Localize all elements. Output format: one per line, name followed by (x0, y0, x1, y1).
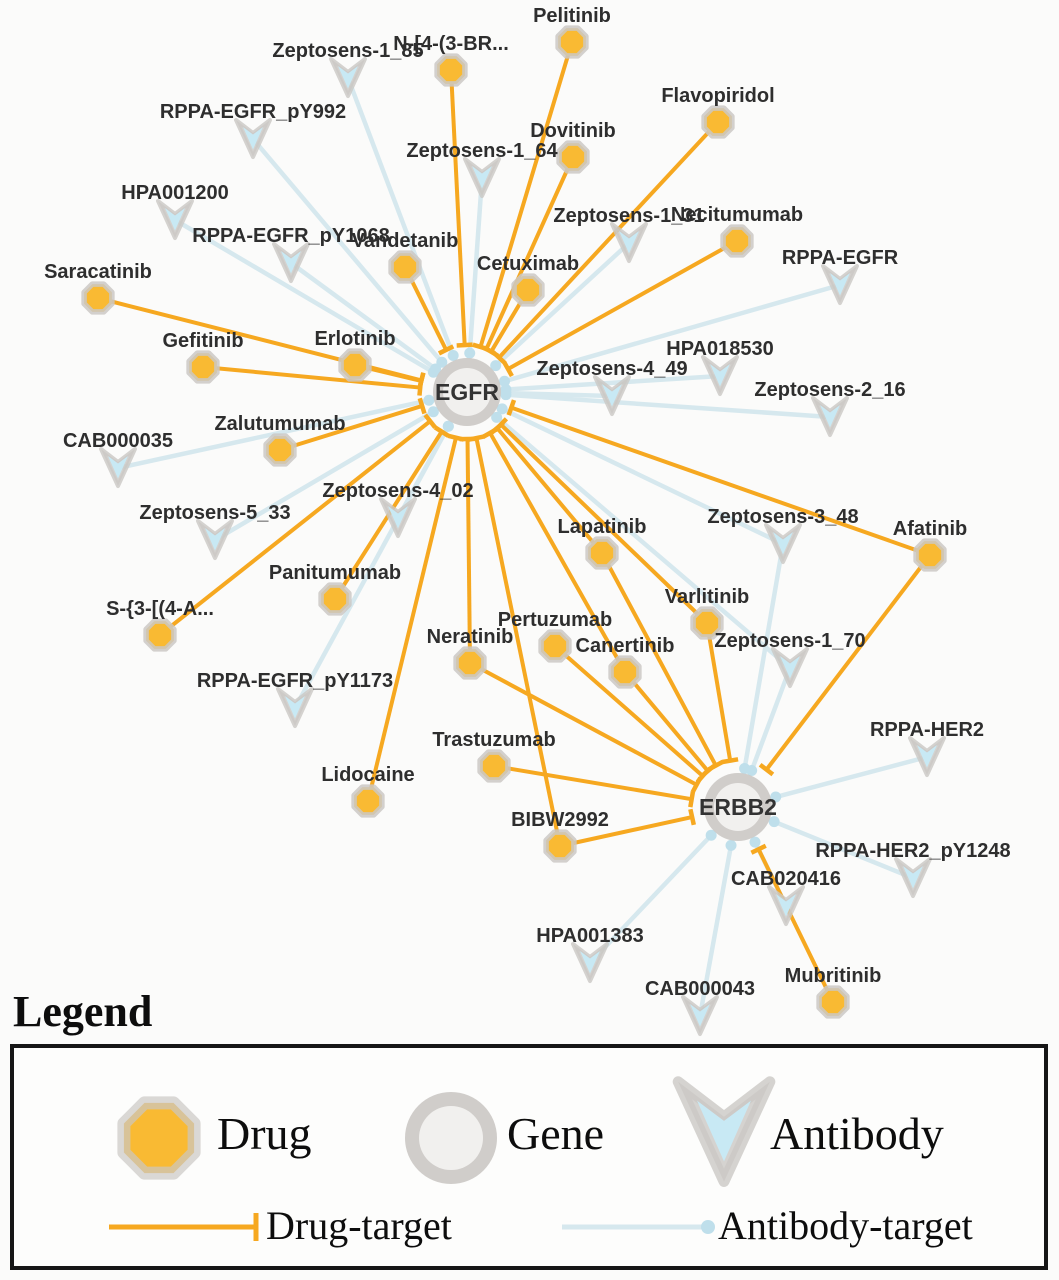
antibody-node-zeptosens-4-02[interactable] (322, 480, 473, 536)
antibody-chevron (331, 59, 365, 96)
antibody-node-rppa-egfr-py1173[interactable] (197, 670, 393, 726)
edge-endpoint-tee (690, 809, 693, 825)
antibody-label-rppa-egfr: RPPA-EGFR (781, 247, 899, 269)
antibody-label-zeptosens-3-48: Zeptosens-3_48 (707, 506, 859, 528)
drug-octagon (704, 108, 732, 136)
antibody-chevron (158, 201, 192, 238)
drug-label-s3-4a: S-{3-[(4-A... (106, 598, 214, 620)
drug-octagon (391, 253, 419, 281)
edge-drug-trastuzumab-erbb2 (494, 766, 692, 799)
drug-octagon (546, 832, 574, 860)
drug-octagon (514, 276, 542, 304)
antibody-node-hpa001383[interactable] (536, 925, 643, 981)
antibody-node-rppa-egfr-py1068[interactable] (192, 225, 389, 281)
antibody-label-zeptosens-5-33: Zeptosens-5_33 (139, 502, 291, 524)
antibody-chevron (198, 521, 232, 558)
antibody-legend-icon (664, 1073, 784, 1193)
drug-label-cetuximab: Cetuximab (476, 253, 580, 275)
antibody-target-legend-dot (701, 1220, 715, 1234)
edge-endpoint-tee (419, 373, 423, 389)
antibody-node-rppa-her2-py1248[interactable] (815, 840, 1010, 896)
antibody-chevron (823, 266, 857, 303)
drug-label-mubritinib: Mubritinib (784, 965, 882, 987)
drug-octagon (541, 632, 569, 660)
drug-label-varlitinib: Varlitinib (664, 586, 750, 608)
drug-node-flavopiridol[interactable] (661, 85, 774, 136)
drug-octagon (916, 541, 944, 569)
edge-endpoint-dot (746, 765, 757, 776)
antibody-label-zeptosens-1-31: Zeptosens-1_31 (553, 205, 705, 227)
antibody-label-rppa-her2: RPPA-HER2 (869, 719, 985, 741)
antibody-node-zeptosens-2-16[interactable] (754, 379, 905, 435)
antibody-target-legend-line (557, 1206, 732, 1248)
drug-node-cetuximab[interactable] (477, 253, 579, 304)
drug-label-neratinib: Neratinib (426, 626, 514, 648)
drug-node-neratinib[interactable] (427, 626, 514, 677)
antibody-chevron (573, 944, 607, 981)
drug-node-bibw2992[interactable] (511, 809, 609, 860)
antibody-label-rppa-her2-py1248: RPPA-HER2_pY1248 (815, 840, 1011, 862)
antibody-label-rppa-egfr-py1173: RPPA-EGFR_pY1173 (196, 670, 394, 692)
antibody-label-zeptosens-2-16: Zeptosens-2_16 (754, 379, 906, 401)
drug-label-flavopiridol: Flavopiridol (661, 85, 775, 107)
antibody-node-cab020416[interactable] (731, 868, 841, 924)
drug-node-gefitinib[interactable] (162, 330, 243, 381)
drug-node-afatinib[interactable] (893, 518, 967, 569)
antibody-label-cab000043: CAB000043 (644, 978, 756, 1000)
drug-label-trastuzumab: Trastuzumab (432, 729, 556, 751)
drug-octagon (559, 143, 587, 171)
antibody-label-hpa001383: HPA001383 (536, 925, 644, 947)
drug-node-lapatinib[interactable] (558, 516, 647, 567)
drug-node-lidocaine[interactable] (321, 764, 414, 815)
legend-box (10, 1044, 1048, 1270)
drug-octagon (354, 787, 382, 815)
edge-antibody-rppa-her2-erbb2 (776, 757, 927, 797)
drug-octagon (321, 585, 349, 613)
edge-endpoint-dot (423, 395, 434, 406)
edge-endpoint-tee (722, 759, 738, 762)
antibody-chevron (465, 159, 499, 196)
drug-node-mubritinib[interactable] (785, 965, 882, 1016)
drug-label-canertinib: Canertinib (575, 635, 675, 657)
drug-label-gefitinib: Gefitinib (162, 330, 244, 352)
drug-octagon (456, 649, 484, 677)
drug-octagon (611, 658, 639, 686)
legend-label-gene: Gene (507, 1108, 605, 1159)
antibody-chevron (896, 859, 930, 896)
antibody-chevron (278, 689, 312, 726)
gene-node-egfr[interactable] (433, 358, 501, 426)
antibody-label-hpa001200: HPA001200 (121, 182, 229, 204)
drug-octagon (723, 227, 751, 255)
drug-octagon (437, 56, 465, 84)
drug-label-zalutumumab: Zalutumumab (214, 413, 346, 435)
drug-label-panitumumab: Panitumumab (268, 562, 402, 584)
antibody-label-zeptosens-1-64: Zeptosens-1_64 (406, 140, 558, 162)
drug-label-pertuzumab: Pertuzumab (497, 609, 613, 631)
drug-label-afatinib: Afatinib (892, 518, 968, 540)
drug-label-bibw2992: BIBW2992 (511, 809, 609, 831)
antibody-node-rppa-egfr-py992[interactable] (160, 101, 346, 157)
legend-title: Legend (13, 987, 153, 1036)
drug-octagon (146, 621, 174, 649)
drug-legend-icon (99, 1076, 219, 1196)
drug-node-s3-4a[interactable] (106, 598, 214, 649)
drug-label-necitumumab: Necitumumab (670, 204, 804, 226)
drug-octagon (558, 28, 586, 56)
drug-node-zalutumumab[interactable] (214, 413, 345, 464)
antibody-label-hpa018530: HPA018530 (666, 338, 774, 360)
antibody-label-cab020416: CAB020416 (730, 868, 842, 890)
drug-label-pelitinib: Pelitinib (533, 5, 611, 27)
antibody-chevron (683, 997, 717, 1034)
edge-drug-canertinib-erbb2 (625, 672, 708, 771)
legend-label-antibody-target: Antibody-target (718, 1203, 973, 1248)
drug-octagon (588, 539, 616, 567)
drug-label-vandetanib: Vandetanib (351, 230, 459, 252)
antibody-node-zeptosens-1-85[interactable] (272, 40, 423, 96)
antibody-chevron (678, 1082, 770, 1182)
gene-label-erbb2: ERBB2 (699, 794, 777, 820)
antibody-node-zeptosens-1-70[interactable] (714, 630, 865, 686)
antibody-label-rppa-egfr-py1068: RPPA-EGFR_pY1068 (192, 225, 390, 247)
drug-label-dovitinib: Dovitinib (530, 120, 616, 142)
drug-label-lapatinib: Lapatinib (557, 516, 647, 538)
drug-octagon (189, 353, 217, 381)
drug-legend-octagon (124, 1103, 194, 1173)
gene-inner (419, 1106, 483, 1170)
drug-node-pelitinib[interactable] (533, 5, 611, 56)
antibody-chevron (766, 525, 800, 562)
edge-endpoint-dot (726, 840, 737, 851)
drug-label-n4-3br: N-[4-(3-BR... (393, 33, 509, 55)
edge-endpoint-dot (500, 389, 511, 400)
gene-legend-icon (391, 1076, 511, 1196)
drug-octagon (819, 988, 847, 1016)
legend-label-drug-target: Drug-target (266, 1203, 452, 1248)
antibody-label-rppa-egfr-py992: RPPA-EGFR_pY992 (159, 101, 347, 123)
antibody-label-zeptosens-4-49: Zeptosens-4_49 (536, 358, 688, 380)
antibody-chevron (910, 738, 944, 775)
drug-node-saracatinib[interactable] (44, 261, 152, 312)
drug-octagon (341, 351, 369, 379)
antibody-label-zeptosens-1-85: Zeptosens-1_85 (272, 40, 424, 62)
antibody-label-zeptosens-1-70: Zeptosens-1_70 (714, 630, 866, 652)
drug-octagon (266, 436, 294, 464)
drug-label-erlotinib: Erlotinib (314, 328, 396, 350)
edge-endpoint-dot (464, 348, 475, 359)
antibody-node-zeptosens-3-48[interactable] (707, 506, 858, 562)
drug-node-panitumumab[interactable] (269, 562, 401, 613)
antibody-chevron (274, 244, 308, 281)
gene-label-egfr: EGFR (435, 379, 499, 405)
legend-label-antibody: Antibody (770, 1108, 944, 1159)
antibody-chevron (773, 649, 807, 686)
drug-label-lidocaine: Lidocaine (321, 764, 415, 786)
edge-endpoint-tee (457, 345, 473, 346)
drug-octagon (84, 284, 112, 312)
edge-endpoint-tee (469, 436, 485, 439)
edge-drug-n4-3br-egfr (451, 70, 465, 345)
antibody-label-zeptosens-4-02: Zeptosens-4_02 (322, 480, 474, 502)
edge-endpoint-tee (690, 791, 693, 807)
drug-octagon (480, 752, 508, 780)
antibody-label-cab000035: CAB000035 (62, 430, 174, 452)
drug-label-saracatinib: Saracatinib (44, 261, 152, 283)
antibody-chevron (769, 887, 803, 924)
edge-endpoint-dot (448, 350, 459, 361)
drug-target-legend-line (104, 1206, 279, 1248)
legend-label-drug: Drug (217, 1108, 312, 1159)
